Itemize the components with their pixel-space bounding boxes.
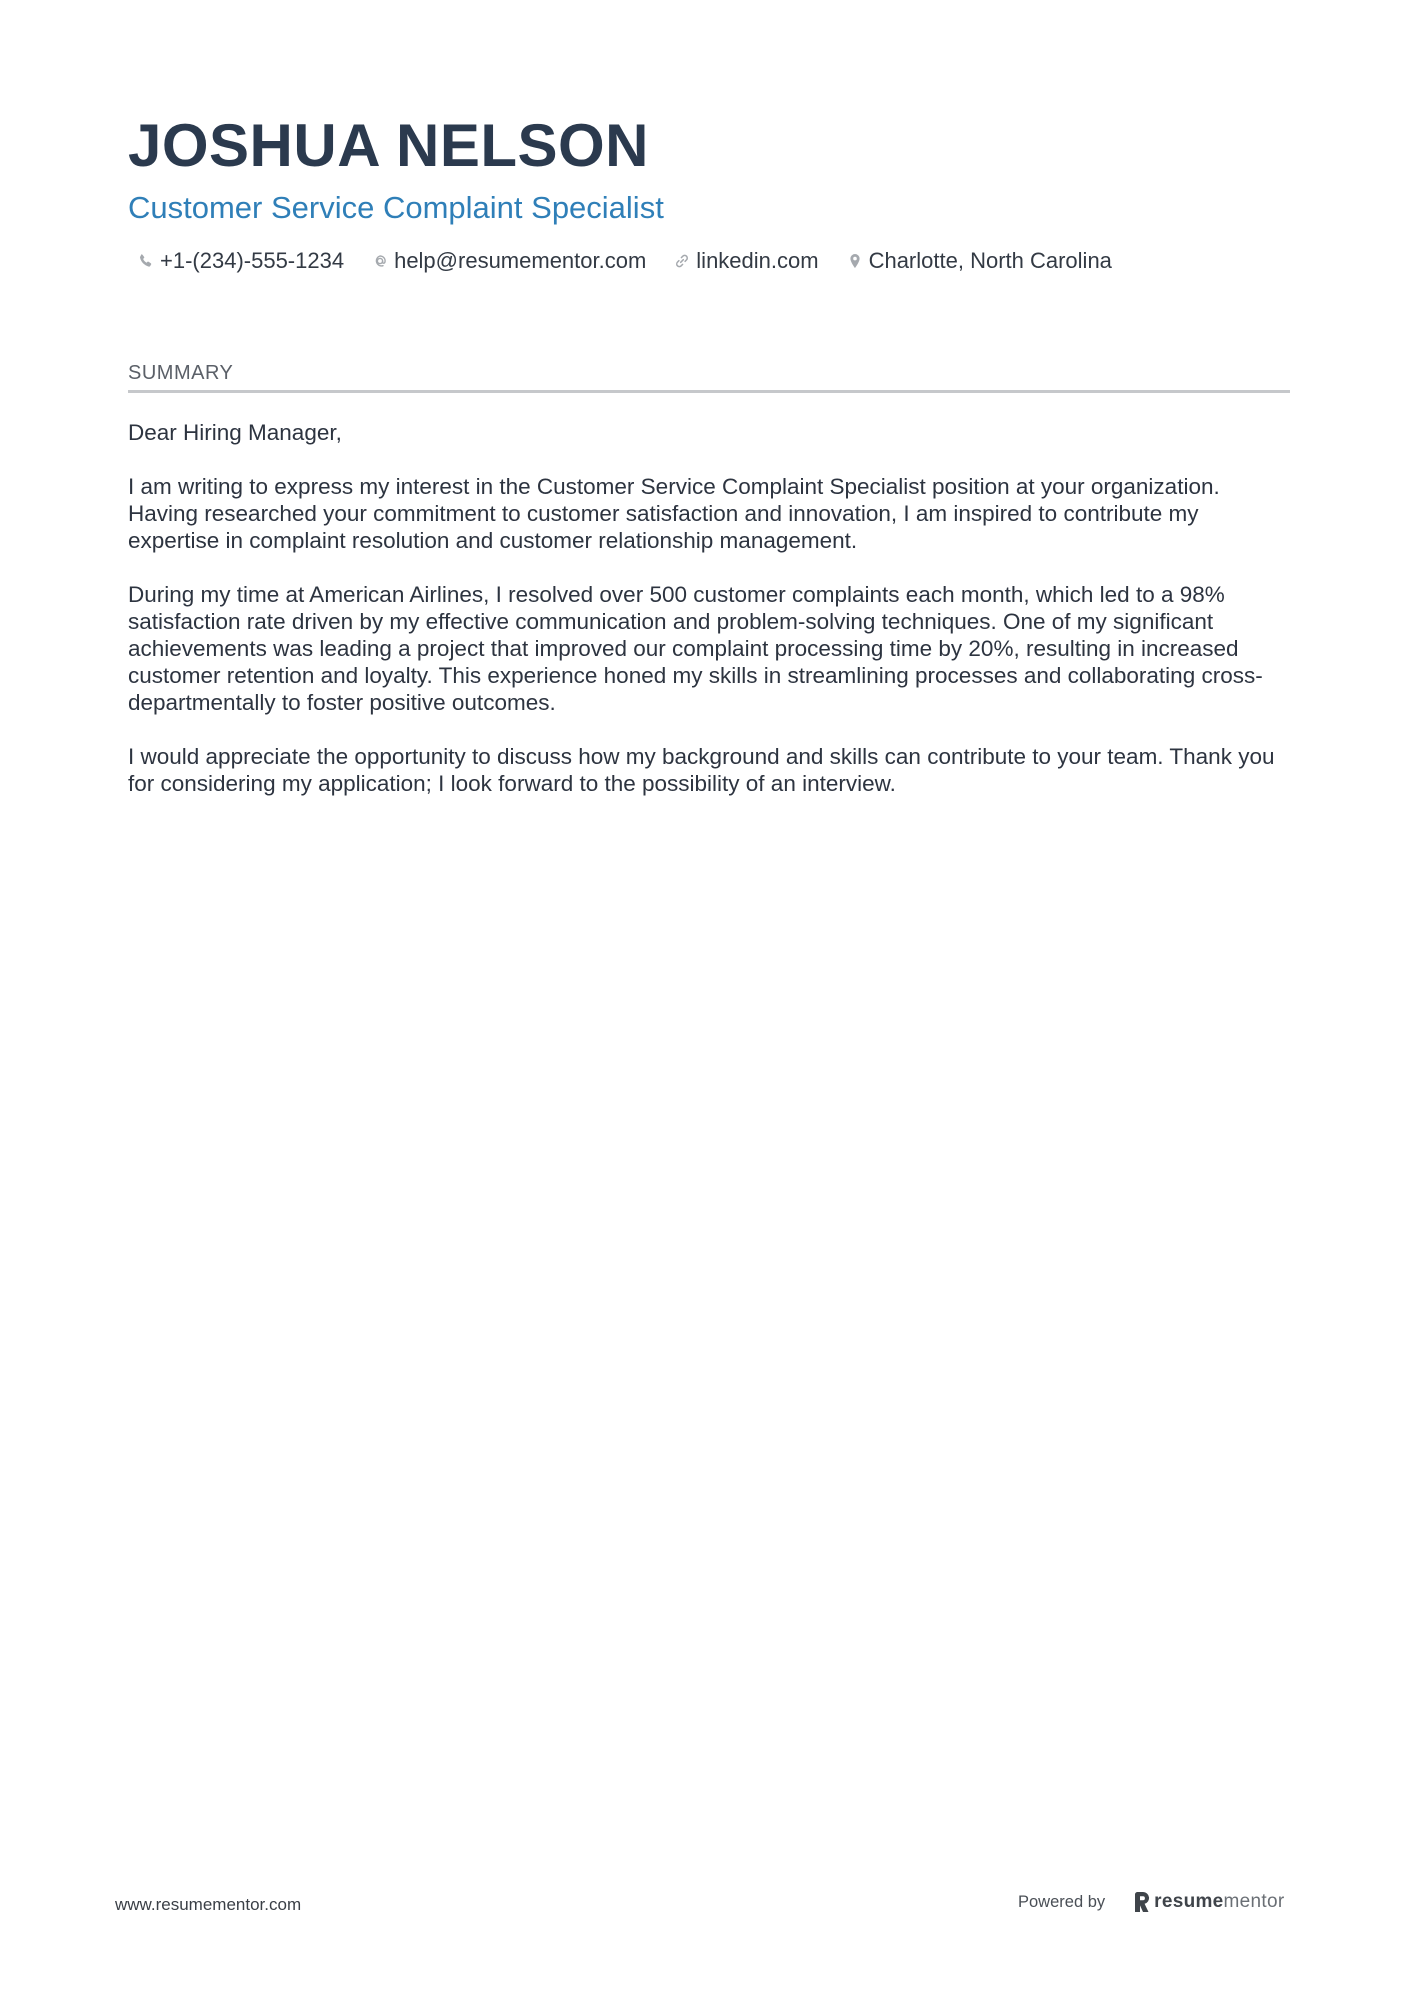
phone-text: +1-(234)-555-1234 (160, 248, 345, 273)
phone-icon (136, 251, 156, 271)
contact-location (845, 246, 1112, 276)
cover-letter-body (128, 419, 1290, 797)
contact-email[interactable] (370, 246, 646, 276)
at-icon (370, 251, 390, 271)
job-title: Customer Service Complaint Specialist (128, 190, 664, 225)
resumementor-logo[interactable] (1133, 1891, 1284, 1913)
brand-name-light: mentor (1223, 1891, 1285, 1912)
footer-branding (1018, 1888, 1284, 1916)
footer-website-link[interactable]: www.resumementor.com (115, 1895, 302, 1914)
summary-section (128, 360, 1290, 824)
letter-greeting: Dear Hiring Manager, (128, 420, 342, 445)
contact-row (128, 246, 1288, 276)
contact-linkedin[interactable] (672, 246, 818, 276)
candidate-name: JOSHUA NELSON (128, 112, 650, 179)
letter-paragraph: I would appreciate the opportunity to discuss how my background and skills can contribute to your team. Thank you for considering my application; I look forward to the possibility of an interview. (128, 744, 1275, 796)
letter-paragraph: I am writing to express my interest in the Customer Service Complaint Specialist position at your organization. Having researched your commitment to customer satisfaction and innovation, I am inspired to contribute my expertise in complaint resolution and customer relationship management. (128, 474, 1220, 553)
powered-by-text: Powered by (1018, 1892, 1106, 1911)
resume-header (128, 112, 1288, 276)
link-icon (672, 251, 692, 271)
resumementor-logo-icon (1133, 1891, 1151, 1913)
summary-heading: SUMMARY (128, 360, 1290, 393)
contact-phone (136, 246, 344, 276)
email-text[interactable]: help@resumementor.com (394, 248, 647, 273)
location-text: Charlotte, North Carolina (868, 248, 1112, 273)
linkedin-text[interactable]: linkedin.com (696, 248, 819, 273)
brand-name-bold: resume (1154, 1891, 1224, 1912)
letter-paragraph: During my time at American Airlines, I resolved over 500 customer complaints each month, which led to a 98% satisfaction rate driven by my effective communication and problem-solving techniques. One of my significant achievements was leading a project that improved our complaint processing time by 20%, resulting in increased customer retention and loyalty. This experience honed my skills in streamlining processes and collaborating cross-departmentally to foster positive outcomes. (128, 582, 1263, 715)
location-pin-icon (845, 251, 865, 271)
